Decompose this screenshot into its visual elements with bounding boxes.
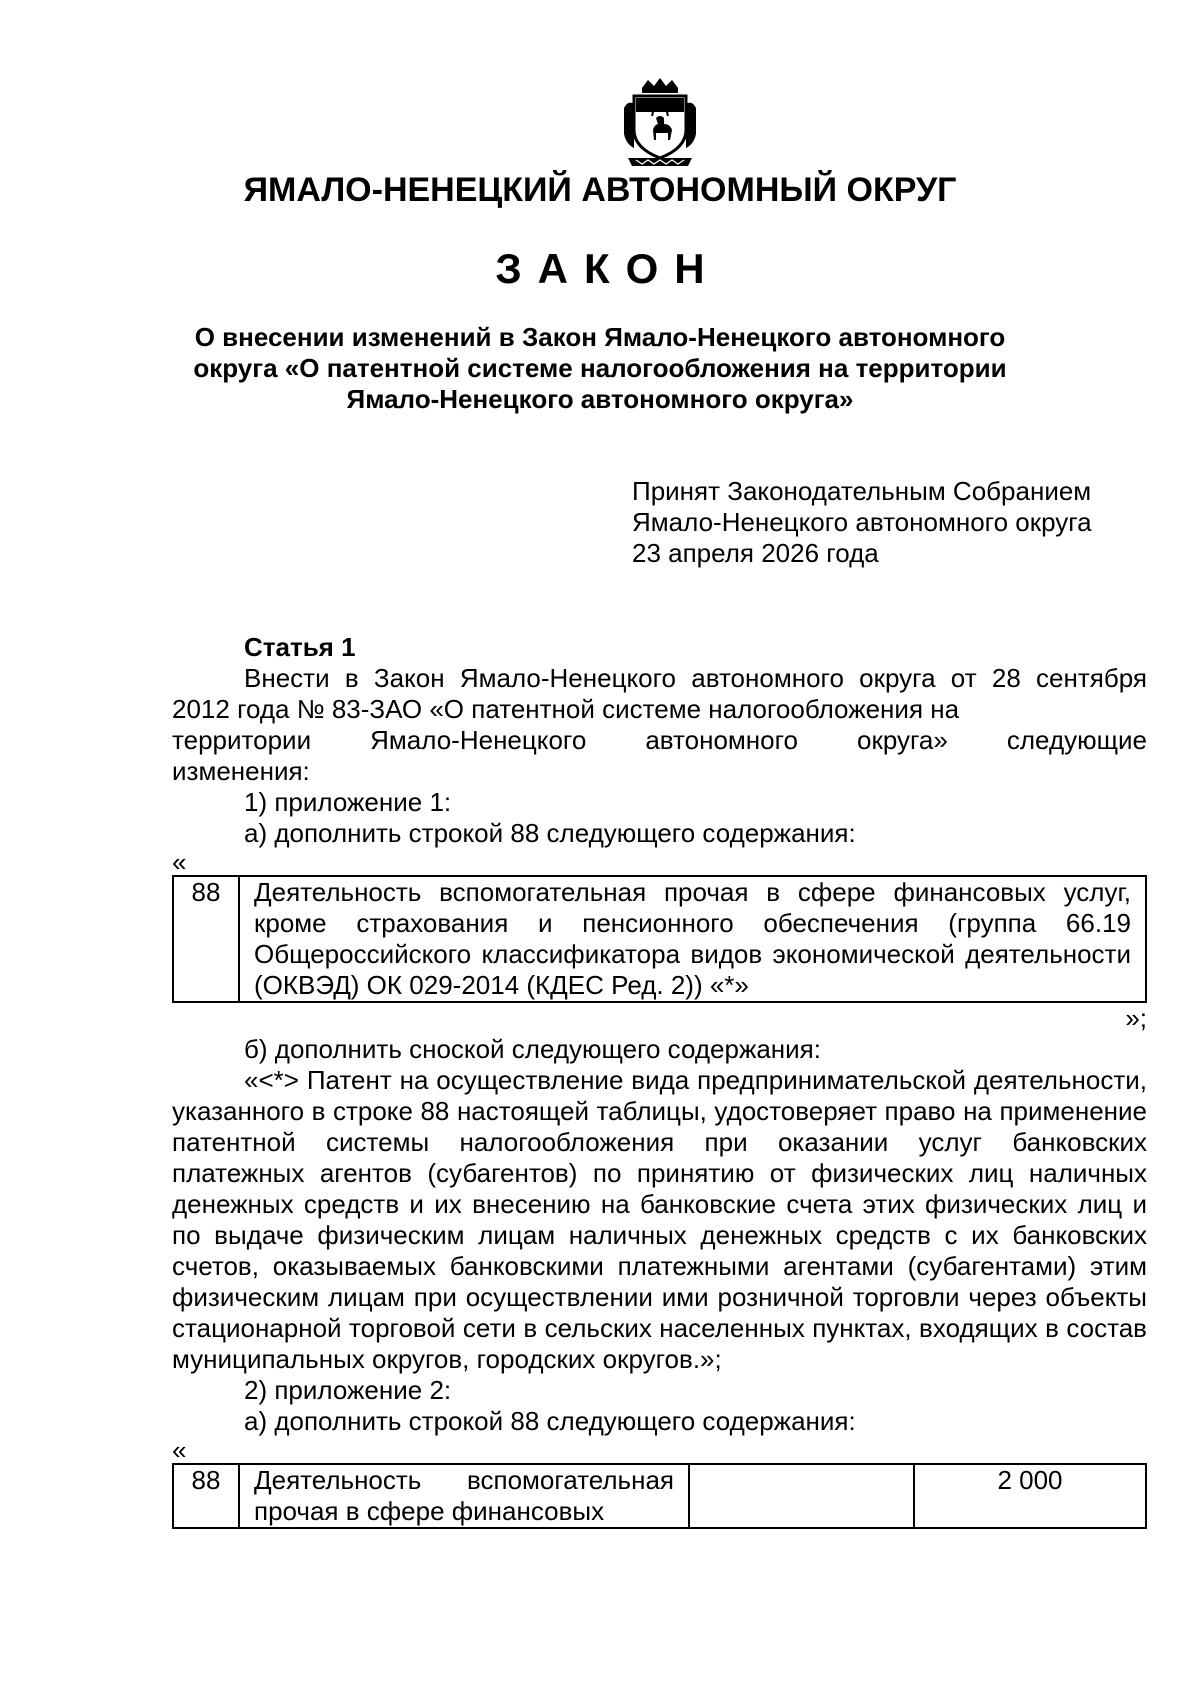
article-intro: Внести в Закон Ямало-Ненецкого автономного округа от 28 сентября 2012 года № 83-ЗАО «О патентной системе налогообложения на <box>172 663 1147 724</box>
adoption-line: Ямало-Ненецкого автономного округа <box>632 507 1092 537</box>
quote-open-2: « <box>172 1435 187 1465</box>
article-intro-end: изменения: <box>172 756 310 786</box>
article-intro-cont: территории Ямало-Ненецкого автономного округа» следующие <box>172 725 1147 755</box>
footnote-text: «<*> Патент на осуществление вида предпринимательской деятельности, указанного в строке 88 настоящей таблицы, удостоверяет право на применение патентной системы налогообложения при оказании услуг банковских платежных агентов (субагентов) по принятию от физических лиц наличных денежных средств и их внесению на банковские счета этих физических лиц и по выдаче физическим лицам наличных денежных средств с их банковских счетов, оказываемых банковскими платежными агентами (субагентами) этим физическим лицам при осуществлении ими розничной торговли через объекты стационарной торговой сети в сельских населенных пунктах, входящих в состав муниципальных округов, городских округов.»; <box>172 1065 1147 1374</box>
empty-cell <box>689 1464 914 1528</box>
adoption-line: Принят Законодательным Собранием <box>632 476 1092 506</box>
row-number: 88 <box>173 876 239 1002</box>
article-body <box>172 632 1147 1529</box>
item-2a: а) дополнить строкой 88 следующего содержания: <box>244 1406 856 1436</box>
law-title-line: округа «О патентной системе налогообложения на территории <box>193 353 1007 383</box>
article-heading: Статья 1 <box>244 632 356 662</box>
coat-of-arms-icon <box>620 78 700 170</box>
annex2-table <box>172 1463 1147 1529</box>
amount-cell: 2 000 <box>914 1464 1146 1528</box>
annex1-table <box>172 875 1147 1003</box>
adoption-line: 23 апреля 2026 года <box>632 538 879 568</box>
adoption-note <box>632 476 1092 569</box>
law-title-line: Ямало-Ненецкого автономного округа» <box>346 384 854 414</box>
item-1: 1) приложение 1: <box>244 787 452 817</box>
table-row <box>173 1464 1146 1528</box>
item-2: 2) приложение 2: <box>244 1375 452 1405</box>
law-title <box>170 322 1030 415</box>
activity-description: Деятельность вспомогательная прочая в сфере финансовых <box>239 1464 689 1528</box>
quote-open: « <box>172 847 187 877</box>
law-title-line: О внесении изменений в Закон Ямало-Ненецкого автономного <box>194 322 1006 352</box>
document-type: ЗАКОН <box>495 245 721 292</box>
item-1b: б) дополнить сноской следующего содержания: <box>244 1034 821 1064</box>
item-1a: а) дополнить строкой 88 следующего содержания: <box>244 818 856 848</box>
region-name: ЯМАЛО-НЕНЕЦКИЙ АВТОНОМНЫЙ ОКРУГ <box>243 171 957 209</box>
activity-description: Деятельность вспомогательная прочая в сфере финансовых услуг, кроме страхования и пенсионного обеспечения (группа 66.19 Общероссийского классификатора видов экономической деятельности (ОКВЭД) ОК 029-2014 (КДЕС Ред. 2)) «*» <box>239 876 1146 1002</box>
row-number: 88 <box>173 1464 239 1528</box>
quote-close: »; <box>1125 1003 1147 1033</box>
table-row <box>173 876 1146 1002</box>
